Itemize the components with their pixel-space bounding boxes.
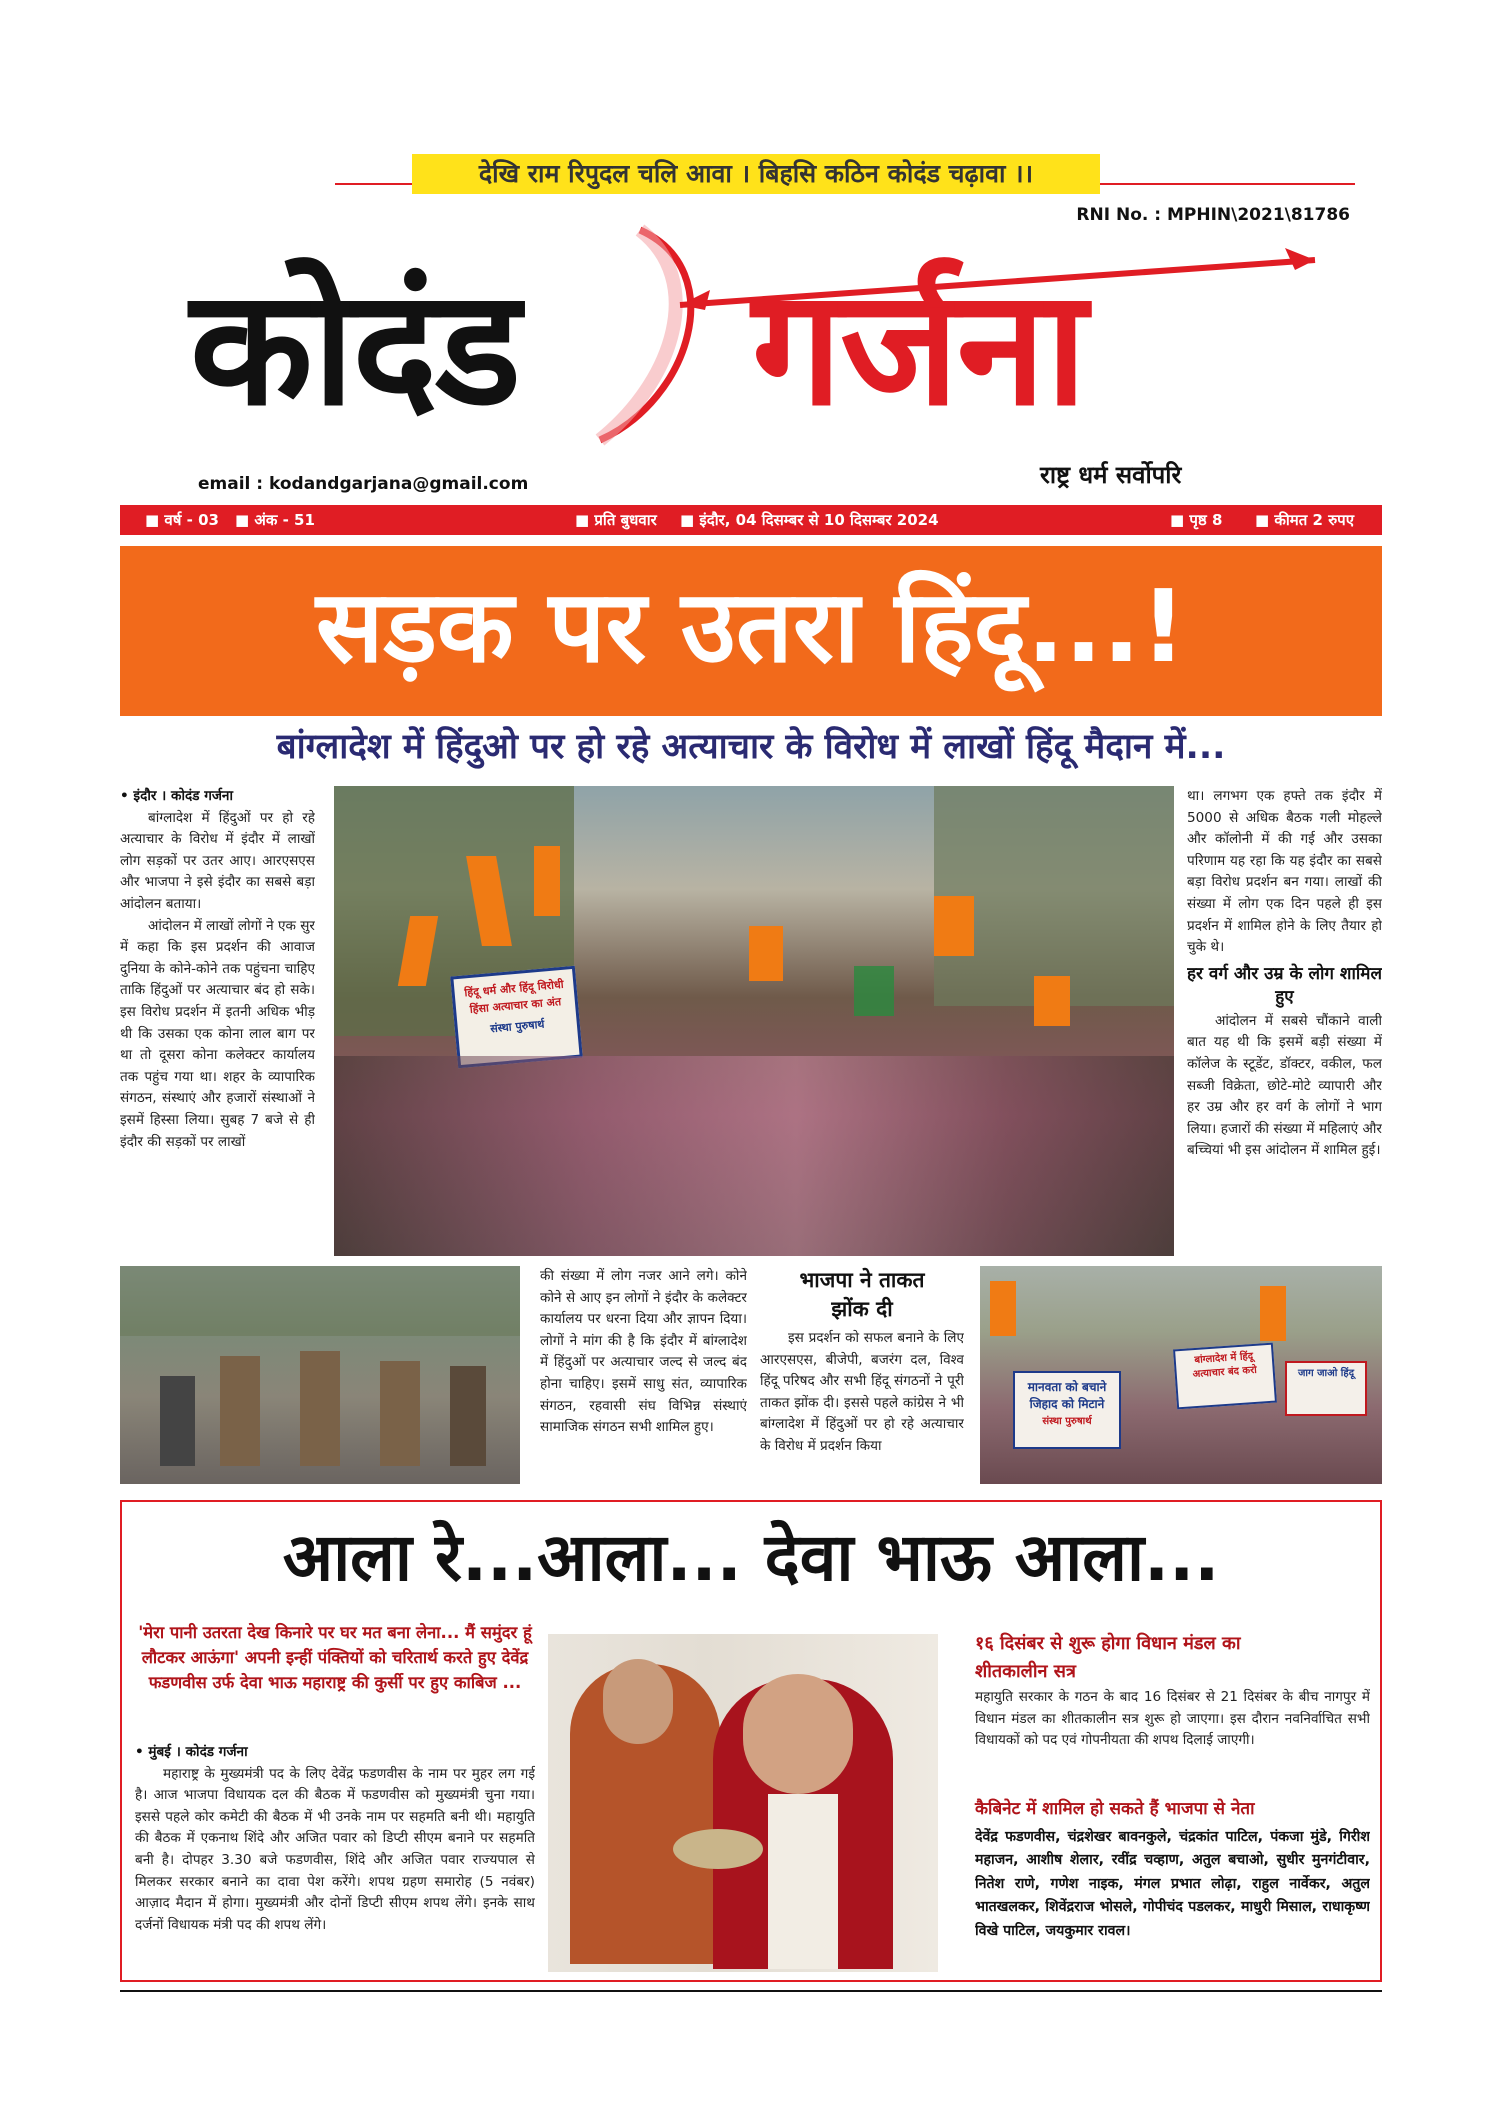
women-placards-photo xyxy=(980,1266,1382,1484)
story2-side-text-1: महायुति सरकार के गठन के बाद 16 दिसंबर से 21 दिसंबर के बीच नागपुर में विधान मंडल का शीतकालीन सत्र शुरू हो जाएगा। इस दौरान नवनिर्वाचित सभी विधायकों को पद एवं गोपनीयता की शपथ दिलाई जाएगी। xyxy=(975,1689,1370,1749)
info-price: ■ कीमत 2 रुपए xyxy=(1255,511,1354,529)
story2-headline: आला रे...आला... देवा भाऊ आला... xyxy=(282,1519,1220,1596)
fadnavis-tilak-photo xyxy=(548,1634,938,1972)
story2-dateline: • मुंबई । कोदंड गर्जना xyxy=(135,1744,248,1760)
info-issue: ■ अंक - 51 xyxy=(235,511,315,529)
story1-col-left xyxy=(120,786,315,1256)
protest-placard-1-text: हिंदू धर्म और हिंदू विरोधी हिंसा अत्याचार का अंत xyxy=(463,977,565,1017)
women-placard-1-text: मानवता को बचाने जिहाद को मिटाने xyxy=(1027,1380,1107,1411)
story1-col-mid xyxy=(540,1266,747,1484)
story2-quote: 'मेरा पानी उतरता देख किनारे पर घर मत बना लेना... मैं समुंदर हूं लौटकर आऊंगा' अपनी इन्हीं पंक्तियों को चरितार्थ करते हुए देवेंद्र फडणवीस उर्फ देवा भाऊ महाराष्ट्र की कुर्सी पर हुए काबिज ... xyxy=(138,1623,532,1692)
masthead-email: email : kodandgarjana@gmail.com xyxy=(198,474,529,494)
masthead-name-right: गर्जना xyxy=(752,254,1086,441)
banner-quote: देखि राम रिपुदल चलि आवा । बिहसि कठिन कोदंड चढ़ावा ।। xyxy=(412,154,1100,194)
story1-col-bjp xyxy=(760,1266,964,1484)
masthead-tagline: राष्ट्र धर्म सर्वोपरि xyxy=(1040,461,1182,489)
story1-col1-para1: बांग्लादेश में हिंदुओं पर हो रहे अत्याचार के विरोध में इंदौर में लाखों लोग सड़कों पर उतर आए। आरएसएस और भाजपा ने इसे इंदौर का सबसे बड़ा आंदोलन बताया। xyxy=(120,809,315,912)
story1-colbjp-text: इस प्रदर्शन को सफल बनाने के लिए आरएसएस, बीजेपी, बजरंग दल, विश्व हिंदू परिषद और सभी हिंदू संगठनों ने पूरी ताकत झोंक दी। इससे पहले कांग्रेस ने भी बांग्लादेश में हिंदुओं पर हो रहे अत्याचार के विरोध में प्रदर्शन किया xyxy=(760,1330,964,1454)
info-bar xyxy=(120,505,1382,535)
police-march-photo xyxy=(120,1266,520,1484)
story1-subhead-bjp: भाजपा ने ताकत झोंक दी xyxy=(799,1268,925,1321)
story2-side-text-2: देवेंद्र फडणवीस, चंद्रशेखर बावनकुले, चंद्रकांत पाटिल, पंकजा मुंडे, गिरीश महाजन, आशीष शेलार, रवींद्र चव्हाण, अतुल बचाओ, सुधीर मुनगंटीवार, नितेश राणे, गणेश नाइक, मंगल प्रभात लोढ़ा, राहुल नार्वेकर, अतुल भातखलकर, शिवेंद्रराज भोसले, गोपीचंद पडलकर, माधुरी मिसाल, राधाकृष्ण विखे पाटिल, जयकुमार रावल। xyxy=(975,1829,1370,1939)
masthead-name-left: कोदंड xyxy=(190,254,519,441)
bottom-rule xyxy=(120,1990,1382,1992)
info-pages: ■ पृष्ठ 8 xyxy=(1170,511,1223,529)
women-placard-1-org: संस्था पुरुषार्थ xyxy=(1042,1416,1092,1427)
story1-colright-para2: आंदोलन में सबसे चौंकाने वाली बात यह थी कि इसमें बड़ी संख्या में कॉलेज के स्टूडेंट, डॉक्टर, वकील, फल सब्जी विक्रेता, छोटे-मोटे व्यापारी और हर उम्र और हर वर्ग के लोगों ने भाग लिया। हजारों की संख्या में महिलाएं और बच्चियां भी इस आंदोलन में शामिल हुई। xyxy=(1187,1012,1382,1159)
story2-side-col-2 xyxy=(975,1826,1370,1976)
story2-side-head-1: १६ दिसंबर से शुरू होगा विधान मंडल का शीतकालीन सत्र xyxy=(975,1633,1241,1682)
women-placard-2: बांग्लादेश में हिंदू अत्याचार बंद करो xyxy=(1173,1343,1277,1410)
protest-main-photo xyxy=(334,786,1174,1256)
story1-subheadline: बांग्लादेश में हिंदुओ पर हो रहे अत्याचार के विरोध में लाखों हिंदू मैदान में... xyxy=(276,727,1226,767)
story2-side-head-2: कैबिनेट में शामिल हो सकते हैं भाजपा से नेता xyxy=(975,1799,1255,1819)
story1-colmid-text: की संख्या में लोग नजर आने लगे। कोने कोने से आए इन लोगों ने इंदौर के कलेक्टर कार्यालय पर धरना दिया और ज्ञापन दिया। लोगों ने मांग की है कि इंदौर में बांग्लादेश में हिंदुओं पर अत्याचार जल्द से जल्द बंद होना चाहिए। इसमें साधु संत, व्यापारिक संगठन, रहवासी संघ विभिन्न संस्थाएं सामाजिक संगठन सभी शामिल हुए। xyxy=(540,1268,747,1436)
story2-body: महाराष्ट्र के मुख्यमंत्री पद के लिए देवेंद्र फडणवीस के नाम पर मुहर लग गई है। आज भाजपा विधायक दल की बैठक में फडणवीस को मुख्यमंत्री चुना गया। इससे पहले कोर कमेटी की बैठक में भी उनके नाम पर सहमति बनी थी। महायुति की बैठक में एकनाथ शिंदे और अजित पवार को डिप्टी सीएम बनाने पर सहमति बनी है। दोपहर 3.30 बजे फडणवीस, शिंदे और अजित पवार राज्यपाल से मिलकर सरकार बनाने का दावा पेश करेंगे। शपथ ग्रहण समारोह (5 नवंबर) आज़ाद मैदान में होगा। मुख्यमंत्री और दोनों डिप्टी सीएम शपथ लेंगे। इनके साथ दर्जनों विधायक मंत्री पद की शपथ लेंगे। xyxy=(135,1765,535,1933)
protest-placard-1 xyxy=(450,966,583,1069)
protest-placard-1-org: संस्था पुरुषार्थ xyxy=(489,1017,545,1036)
story1-col1-para2: आंदोलन में लाखों लोगों ने एक सुर में कहा कि इस प्रदर्शन की आवाज दुनिया के कोने-कोने तक पहुंचना चाहिए ताकि हिंदुओं पर अत्याचार बंद हो सके। इस विरोध प्रदर्शन में इतनी अधिक भीड़ थी कि उसका एक कोना लाल बाग पर था तो दूसरा कोना कलेक्टर कार्यालय तक पहुंच गया था। शहर के व्यापारिक संगठन, संस्थाएं और हजारों संस्थाओं ने इसमें हिस्सा लिया। सुबह 7 बजे से ही इंदौर की सड़कों पर लाखों xyxy=(120,917,315,1150)
story1-colright-para1: था। लगभग एक हफ्ते तक इंदौर में 5000 से अधिक बैठक गली मोहल्ले और कॉलोनी में की गई और उसका परिणाम यह रहा कि यह इंदौर का सबसे बड़ा विरोध प्रदर्शन बन गया। लाखों की संख्या में लोग एक दिन पहले ही इस प्रदर्शन में शामिल होने के लिए तैयार हो चुके थे। xyxy=(1187,788,1382,956)
info-periodicity: ■ प्रति बुधवार xyxy=(575,511,657,529)
story2-body-col xyxy=(135,1742,535,1972)
story2-side-col-1 xyxy=(975,1687,1370,1782)
women-placard-3: जाग जाओ हिंदू xyxy=(1285,1361,1367,1416)
story1-col-right xyxy=(1187,786,1382,1256)
women-placard-1 xyxy=(1013,1371,1121,1449)
story1-headline: सड़क पर उतरा हिंदू...! xyxy=(315,568,1187,685)
info-year: ■ वर्ष - 03 xyxy=(145,511,219,529)
rni-number: RNI No. : MPHIN\2021\81786 xyxy=(1076,205,1350,225)
story1-dateline: • इंदौर । कोदंड गर्जना xyxy=(120,788,234,804)
info-place-date: ■ इंदौर, 04 दिसम्बर से 10 दिसम्बर 2024 xyxy=(680,511,939,529)
story1-subhead-right: हर वर्ग और उम्र के लोग शामिल हुए xyxy=(1187,963,1382,1007)
